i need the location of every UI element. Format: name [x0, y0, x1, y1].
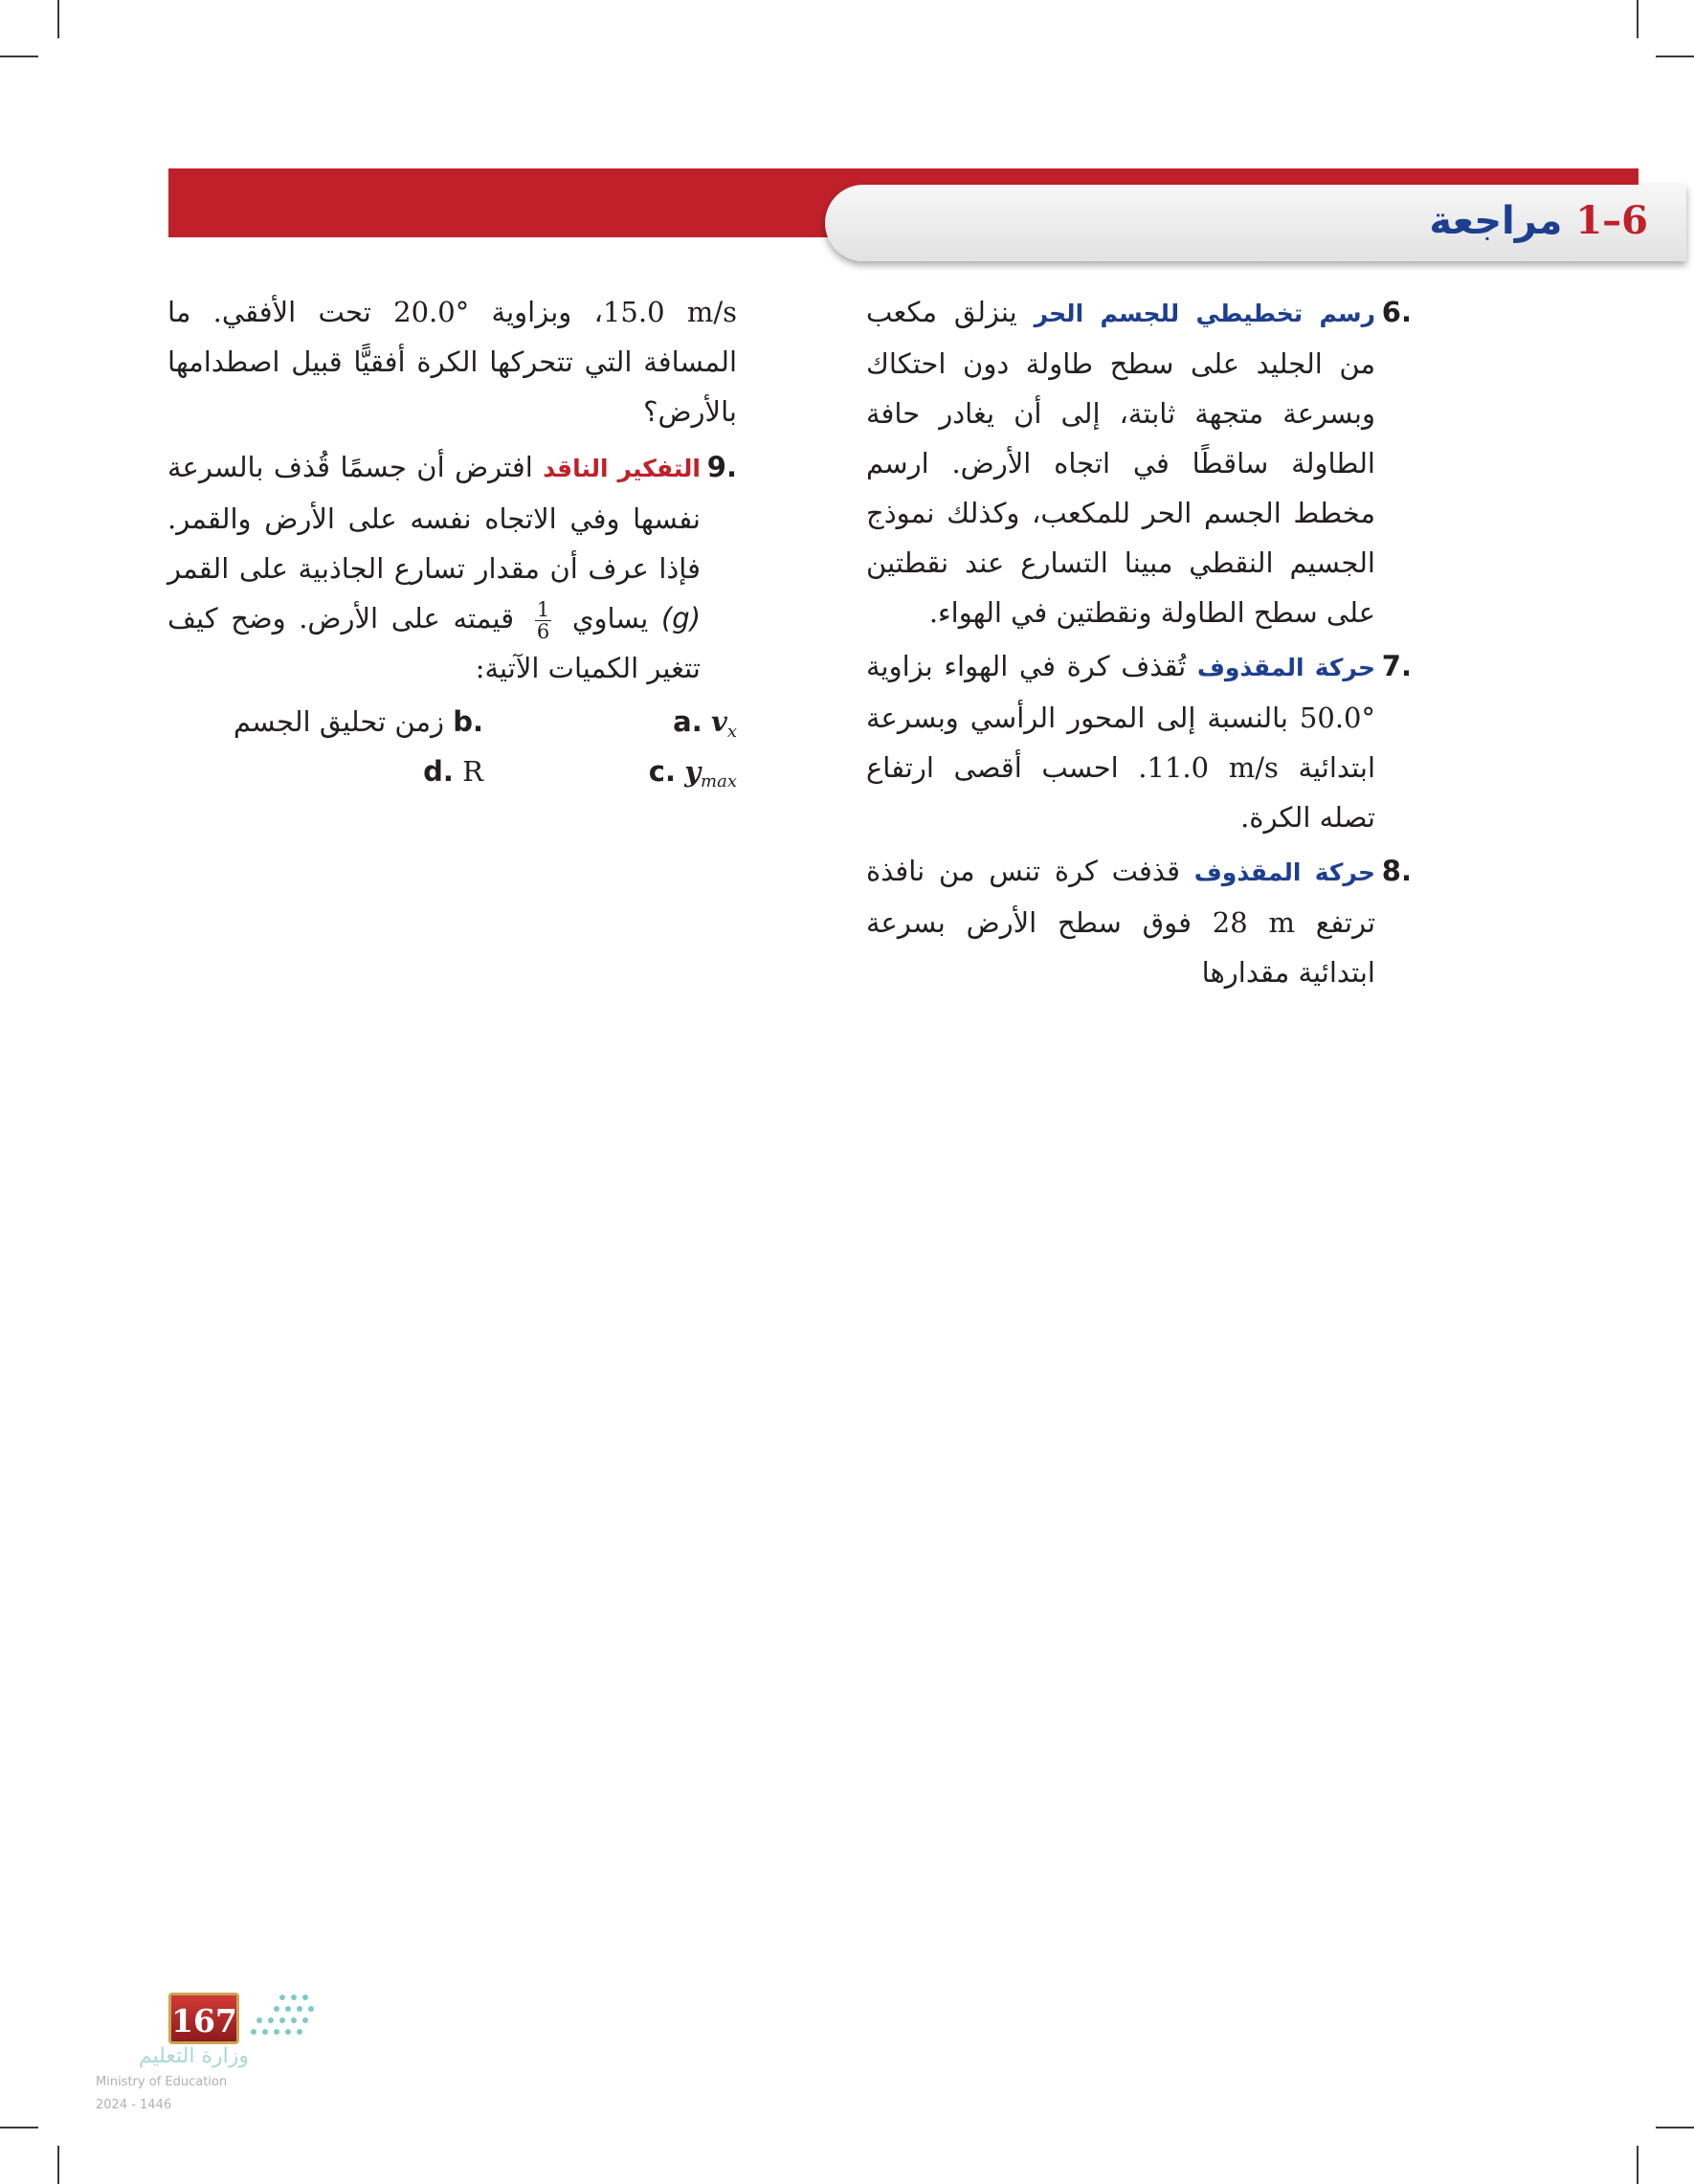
option-c	[649, 747, 737, 807]
angle-value: 50.0°	[1299, 702, 1375, 734]
question-text: ينزلق مكعب من الجليد على سطح طاولة دون احتكاك وبسرعة متجهة ثابتة، إلى أن يغادر حافة الطاولة ساقطًا في اتجاه الأرض. ارسم مخطط الجسم الحر للمكعب، وكذلك نموذج الجسيم النقطي مبينا التسارع عند نقطتين على سطح الطاولة ونقطتين في الهواء.	[866, 296, 1375, 629]
question-number: 8.	[1381, 855, 1412, 887]
gravity-symbol: (g)	[660, 602, 702, 635]
section-title	[825, 192, 1686, 250]
question-keyword: حركة المقذوف	[1196, 654, 1375, 681]
crop-mark	[57, 0, 59, 38]
fraction-one-sixth	[535, 599, 551, 642]
question-number: 6.	[1381, 296, 1412, 328]
options-grid	[167, 697, 737, 796]
question-9	[167, 442, 737, 693]
section-number: 1–6	[1575, 198, 1648, 243]
option-label: d.	[423, 755, 454, 788]
option-text: زمن تحليق الجسم	[233, 705, 444, 738]
left-column	[167, 287, 737, 796]
ministry-name-arabic: وزارة التعليم	[138, 2044, 249, 2068]
crop-mark	[1656, 2127, 1694, 2128]
speed-value: 11.0 m/s	[1147, 751, 1279, 784]
question-keyword: التفكير الناقد	[543, 455, 701, 482]
question-keyword: حركة المقذوف	[1193, 858, 1375, 886]
ministry-name-english: Ministry of Education	[96, 2075, 228, 2089]
ministry-logo-dots-icon	[245, 1993, 318, 2042]
question-text: ، وبزاوية	[491, 296, 603, 328]
question-text: . احسب أقصى ارتفاع تصله الكرة.	[866, 751, 1375, 834]
option-d	[423, 747, 483, 796]
option-label: b.	[453, 705, 483, 738]
section-word: مراجعة	[1429, 199, 1563, 243]
question-text: قيمته على الأرض. وضح كيف تتغير الكميات الآتية:	[167, 602, 701, 684]
question-text: تحت الأفقي. ما المسافة التي تتحركها الكرة أفقيًّا قبيل اصطدامها بالأرض؟	[167, 296, 737, 428]
crop-mark	[1637, 0, 1638, 38]
question-text: يساوي	[571, 602, 649, 635]
ministry-year: 2024 - 1446	[96, 2098, 172, 2112]
question-text: تُقذف كرة في الهواء بزاوية	[866, 650, 1187, 682]
crop-mark	[57, 2146, 59, 2184]
option-var: $y_{max}$	[684, 755, 737, 791]
question-8-continued	[167, 287, 737, 436]
option-b	[234, 697, 483, 747]
question-number: 7.	[1381, 650, 1412, 682]
option-text: R	[462, 755, 483, 788]
question-text: فوق سطح الأرض بسرعة ابتدائية مقدارها	[866, 906, 1375, 989]
question-text: بالنسبة إلى المحور الرأسي وبسرعة ابتدائية	[866, 702, 1375, 784]
question-keyword: رسم تخطيطي للجسم الحر	[1034, 300, 1376, 327]
option-label: c.	[648, 755, 676, 788]
question-7	[866, 641, 1412, 842]
question-8	[866, 846, 1412, 997]
speed-value: 15.0 m/s	[602, 296, 738, 328]
question-text: افترض أن جسمًا قُذف بالسرعة نفسها وفي الاتجاه نفسه على الأرض والقمر. فإذا عرف أن مقدار تسارع الجاذبية على القمر	[167, 451, 701, 585]
question-text: قذفت كرة تنس من نافذة ترتفع	[866, 855, 1376, 939]
crop-mark	[1637, 2146, 1638, 2184]
question-6	[866, 287, 1412, 637]
page-number: 167	[168, 1993, 239, 2044]
right-column	[866, 287, 1412, 1001]
crop-mark	[1656, 56, 1694, 57]
crop-mark	[0, 56, 38, 57]
section-title-tab	[825, 185, 1686, 261]
option-var: $v_x$	[710, 705, 737, 742]
question-number: 9.	[706, 451, 737, 483]
fraction-denominator: 6	[536, 619, 550, 643]
crop-mark	[0, 2127, 38, 2128]
fraction-numerator: 1	[536, 597, 550, 621]
angle-value: 20.0°	[393, 296, 470, 328]
height-value: 28 m	[1212, 906, 1295, 939]
option-label: a.	[673, 705, 702, 738]
